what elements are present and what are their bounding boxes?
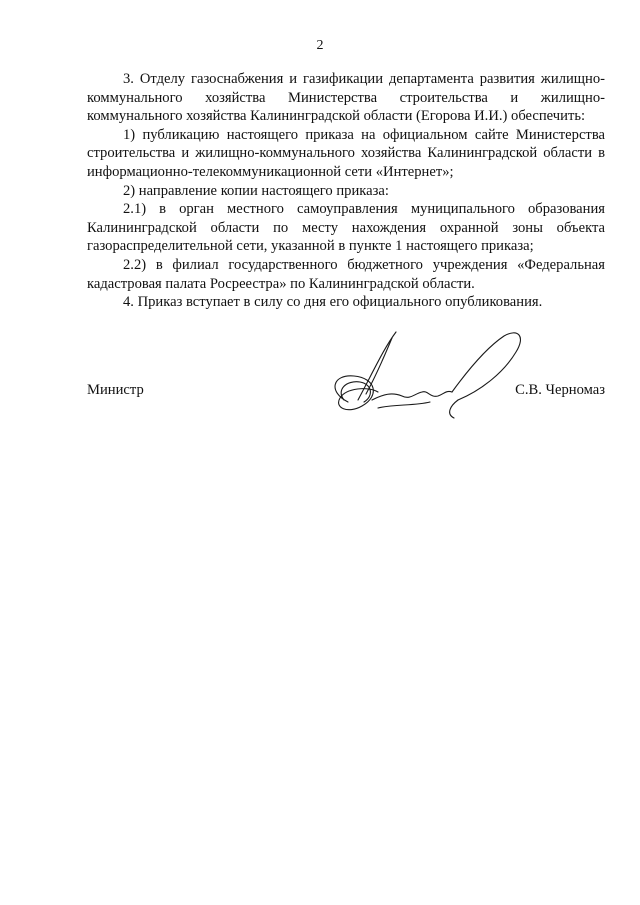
signer-position: Министр	[87, 382, 144, 398]
signer-name: С.В. Черномаз	[515, 382, 605, 398]
paragraph-3-1: 1) публикацию настоящего приказа на официальном сайте Министерства строительства и жилищно-коммунального хозяйства Калининградской области в информационно-телекоммуникационной сети «Интернет»;	[87, 126, 605, 180]
paragraph-3-2-1: 2.1) в орган местного самоуправления муниципального образования Калининградской области по месту нахождения охранной зоны объекта газораспределительной сети, указанной в пункте 1 настоящего приказа;	[87, 201, 605, 255]
paragraph-3-2: 2) направление копии настоящего приказа:	[123, 182, 389, 199]
paragraph-3-2-2: 2.2) в филиал государственного бюджетного учреждения «Федеральная кадастровая палата Росреестра» по Калининградской области.	[87, 256, 605, 292]
page-number: 2	[316, 38, 324, 53]
signature-block	[87, 380, 605, 440]
paragraph-3: 3. Отделу газоснабжения и газификации департамента развития жилищно-коммунального хозяйства Министерства строительства и жилищно-коммунального хозяйства Калининградской области (Егорова И.И.) обеспечить:	[87, 71, 605, 125]
handwritten-signature	[318, 330, 558, 430]
paragraph-4: 4. Приказ вступает в силу со дня его официального опубликования.	[123, 294, 543, 311]
document-body	[87, 70, 605, 312]
